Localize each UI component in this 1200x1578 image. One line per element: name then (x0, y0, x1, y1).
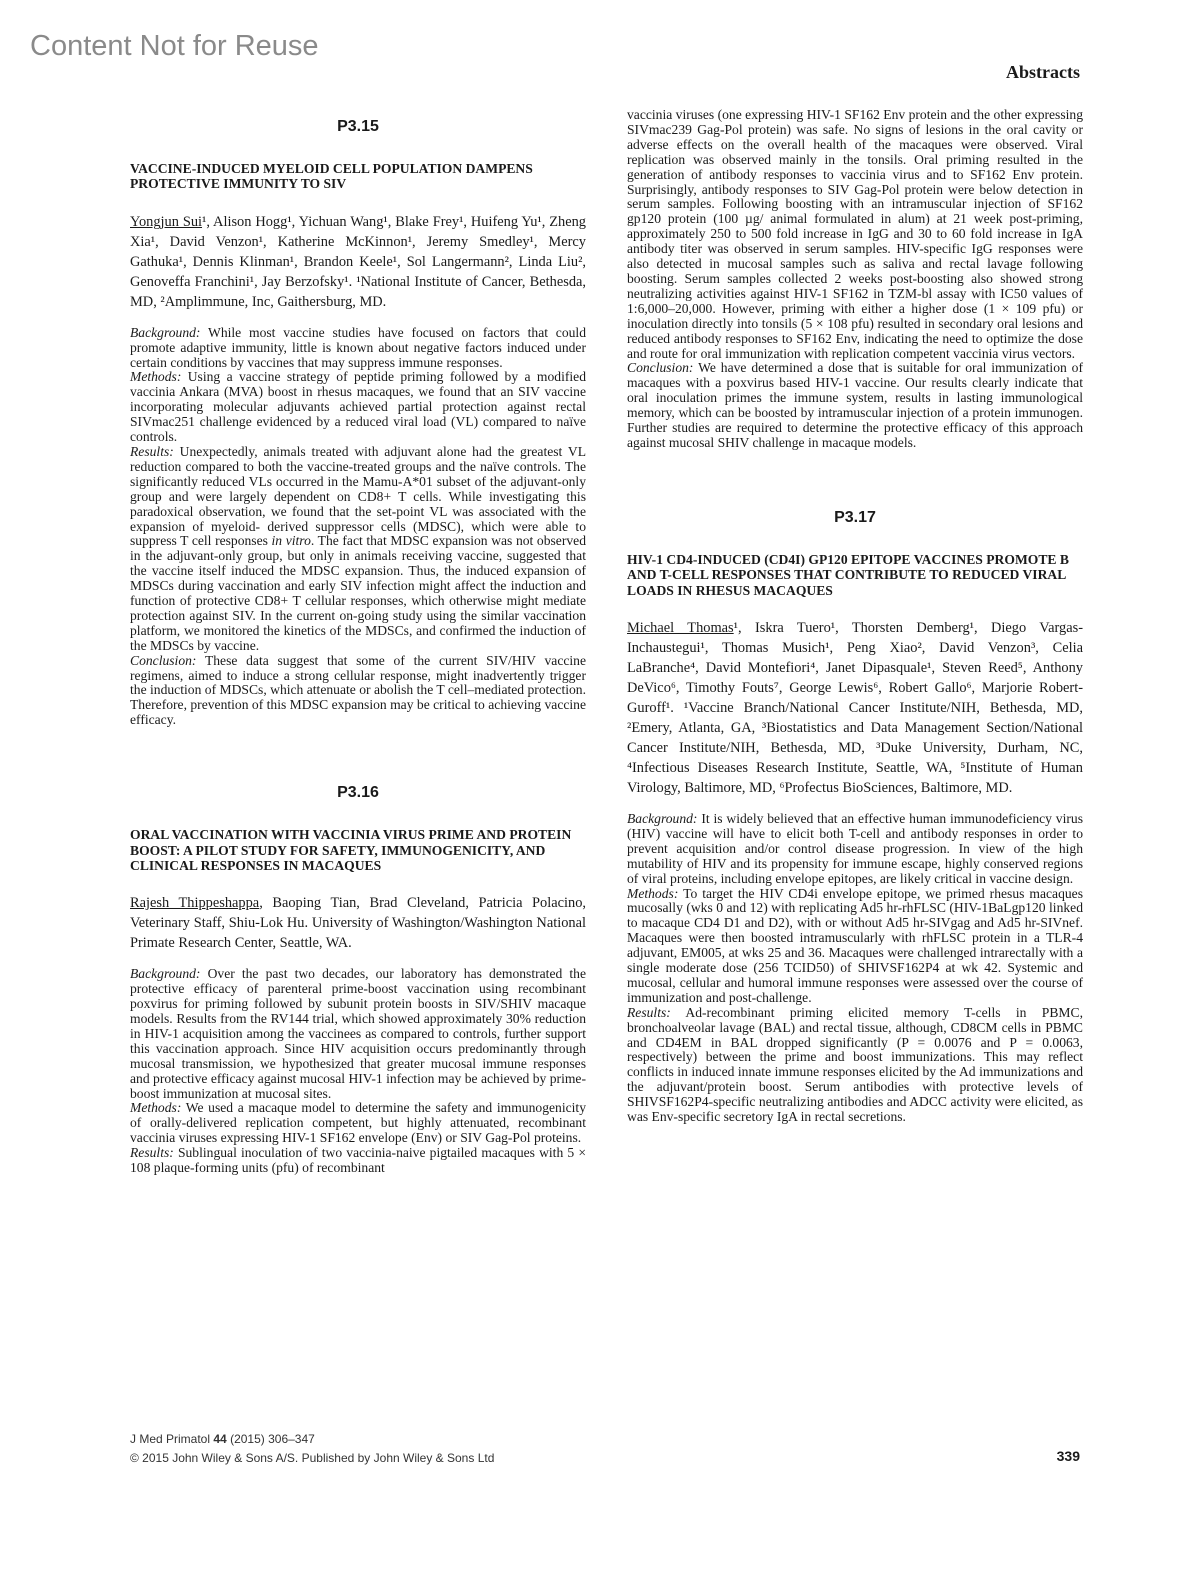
section-text: Using a vaccine strategy of peptide priming followed by a modified vaccinia Ankara (MVA) boost in rhesus macaques, we found that an SIV vaccine incorporating molecular adjuvants achieved partial protection against rectal SIVmac251 challenge evidenced by a reduced viral load (VL) compared to naïve controls. (130, 369, 586, 445)
section-text: To target the HIV CD4i envelope epitope, we primed rhesus macaques mucosally (wks 0 and 12) with replicating Ad5 hr-rhFLSC (HIV-1BaLgp120 linked to macaque CD4 D1 and D2), with or without Ad5 hr-SIVgag and Ad5 hr-SIVnef. Macaques were then boosted intramuscularly with rhFLSC protein in a TLR-4 adjuvant, EM005, at wks 25 and 36. Macaques were challenged intrarectally with a single moderate dose (256 TCID50) of SHIVSF162P4 at wk 42. Systemic and mucosal, cellular and humoral immune responses were assessed over the course of immunization and post-challenge. (627, 885, 1083, 1005)
author-affiliations: ¹, Iskra Tuero¹, Thorsten Demberg¹, Diego Vargas-Inchaustegui¹, Thomas Musich¹, Peng Xiao², David Venzon³, Celia LaBranche⁴, David Montefiori⁴, Janet Dipasquale¹, Steven Reed⁵, Anthony DeVico⁶, Timothy Fouts⁷, George Lewis⁶, Robert Gallo⁶, Marjorie Robert-Guroff¹. ¹Vaccine Branch/National Cancer Institute/NIH, Bethesda, MD, ²Emery, Atlanta, GA, ³Biostatistics and Data Management Section/National Cancer Institute/NIH, Bethesda, MD, ³Duke University, Durham, NC, ⁴Infectious Diseases Research Institute, Seattle, WA, ⁵Institute of Human Virology, Baltimore, MD, ⁶Profectus BioSciences, Baltimore, MD. (627, 619, 1083, 796)
results-section (130, 445, 586, 654)
copyright-notice: © 2015 John Wiley & Sons A/S. Published by John Wiley & Sons Ltd (130, 1451, 495, 1465)
section-label: Background: (130, 966, 201, 982)
section-text: Over the past two decades, our laboratory has demonstrated the protective efficacy of parenteral prime-boost vaccination using recombinant poxvirus for priming followed by subunit protein boosts in SIV/SHIV macaque models. Results from the RV144 trial, which showed approximately 30% reduction in HIV-1 acquisition among the vaccinees as compared to controls, further support this vaccination approach. Since HIV acquisition occurs predominantly through mucosal transmission, we hypothesized that greater mucosal immune responses and protective efficacy against mucosal HIV-1 infection may be achieved by prime-boost immunization at mucosal sites. (130, 966, 586, 1101)
methods-section (130, 1101, 586, 1146)
section-text: These data suggest that some of the current SIV/HIV vaccine regimens, aimed to induce a strong cellular response, might inadvertently trigger the induction of MDSCs, which attenuate or abolish the T cell–mediated protection. Therefore, prevention of this MDSC expansion may be critical to achieving vaccine efficacy. (130, 652, 586, 728)
methods-section (130, 370, 586, 445)
page-number: 339 (1056, 1448, 1080, 1464)
section-text: Unexpectedly, animals treated with adjuvant alone had the greatest VL reduction compared to both the vaccine-treated groups and the naïve controls. The significantly reduced VLs occurred in the Mamu-A*01 subset of the adjuvant-only group and were largely dependent on CD8+ T cells. While investigating this paradoxical observation, we found that the set-point VL was associated with the expansion of myeloid- derived suppressor cells (MDSC), which were able to suppress T cell responses (130, 443, 587, 549)
journal-pages: (2015) 306–347 (230, 1432, 315, 1446)
abstract-code-p317: P3.17 (834, 508, 876, 526)
abstract-code-p315: P3.15 (337, 118, 379, 135)
section-label: Background: (627, 810, 698, 826)
journal-citation (130, 1432, 315, 1446)
section-label: Methods: (130, 369, 182, 385)
section-label: Results: (130, 443, 174, 459)
author-affiliations: , Baoping Tian, Brad Cleveland, Patricia Polacino, Veterinary Staff, Shiu-Lok Hu. University of Washington/Washington National Primate Research Center, Seattle, WA. (130, 895, 586, 952)
section-text: We used a macaque model to determine the safety and immunogenicity of orally-delivered replication competent, but highly attenuated, recombinant vaccinia viruses expressing HIV-1 SF162 envelope (Env) or SIV Gag-Pol proteins. (130, 1100, 586, 1146)
section-text: Sublingual inoculation of two vaccinia-naive pigtailed macaques with 5 × 108 plaque-forming units (pfu) of recombinant (130, 1145, 586, 1176)
author-list-p315 (130, 212, 586, 312)
journal-name: J Med Primatol (130, 1432, 211, 1446)
section-label: Methods: (130, 1100, 182, 1116)
abstract-title-p316: ORAL VACCINATION WITH VACCINIA VIRUS PRIME AND PROTEIN BOOST: A PILOT STUDY FOR SAFETY, IMMUNOGENICITY, AND CLINICAL RESPONSES IN MACAQUES (130, 827, 572, 873)
author-list-p317 (627, 618, 1083, 798)
abstract-title-p317: HIV-1 CD4-INDUCED (CD4I) GP120 EPITOPE VACCINES PROMOTE B AND T-CELL RESPONSES THAT CONTRIBUTE TO REDUCED VIRAL LOADS IN RHESUS MACAQUES (627, 551, 1069, 598)
background-section (627, 812, 1083, 887)
abstract-code-p316: P3.16 (337, 784, 379, 802)
section-label: Methods: (627, 885, 679, 901)
right-column (627, 108, 1083, 1125)
background-section (130, 967, 586, 1101)
background-section (130, 326, 586, 371)
journal-volume: 44 (213, 1432, 227, 1446)
italic-term: in vitro (271, 533, 311, 549)
section-text: . The fact that MDSC expansion was not observed in the adjuvant-only group, but only in animals receiving vaccine, suggested that the vaccine itself induced the MDSC expansion. Thus, the induced expansion of MDSCs during vaccination and early SIV infection might affect the induction and function of protective CD8+ T cellular responses, which otherwise might mediate protection against SIV. In the current on-going study using the similar vaccination platform, we monitored the kinetics of the MDSCs, and confirmed the induction of the MDSCs by vaccine. (130, 533, 586, 653)
conclusion-section (627, 361, 1083, 450)
presenting-author: Yongjun Sui (130, 213, 203, 230)
section-label: Conclusion: (627, 360, 694, 376)
presenting-author: Rajesh Thippeshappa (130, 895, 260, 912)
results-section (130, 1146, 586, 1176)
running-head: Abstracts (1006, 62, 1080, 82)
section-text: Ad-recombinant priming elicited memory T-cells in PBMC, bronchoalveolar lavage (BAL) and rectal tissue, although, CD8CM cells in PBMC and CD4EM in BAL dropped significantly (P = 0.0076 and P = 0.0063, respectively) between the prime and boost immunizations. This may reflect conflicts in induced innate immune responses elicited by the Ad immunizations and the adjuvant/protein boost. Serum antibodies with protective levels of SHIVSF162P4-specific neutralizing antibodies and ADCC activity were elicited, as was Env-specific secretory IgA in rectal secretions. (627, 1004, 1083, 1125)
section-label: Results: (627, 1004, 671, 1020)
results-section (627, 1006, 1083, 1125)
author-list-p316 (130, 893, 586, 953)
left-column (130, 108, 586, 1176)
conclusion-section (130, 654, 586, 729)
methods-section (627, 887, 1083, 1006)
section-label: Conclusion: (130, 652, 197, 668)
section-label: Results: (130, 1145, 174, 1161)
watermark-text: Content Not for Reuse (30, 30, 319, 62)
section-label: Background: (130, 324, 201, 340)
abstract-title-p315: VACCINE-INDUCED MYELOID CELL POPULATION DAMPENS PROTECTIVE IMMUNITY TO SIV (130, 160, 533, 192)
results-continued: vaccinia viruses (one expressing HIV-1 SF162 Env protein and the other expressing SIVmac239 Gag-Pol protein) was safe. No signs of lesions in the oral cavity or adverse effects on the overall health of the macaques were observed. Viral replication was observed mainly in the tonsils. Oral priming resulted in the generation of antibody responses to vaccinia virus and to SF162 Env protein. Surprisingly, antibody responses to SIV Gag-Pol protein were below detection in serum samples. Following boosting with an intramuscular injection of SF162 gp120 protein (100 µg/ animal formulated in alum) at 21 week post-priming, approximately 250 to 500 fold increase in IgG and 30 to 60 fold increase in IgA antibody titer was observed in serum samples. HIV-specific IgG responses were also detected in mucosal samples such as saliva and rectal lavage following boosting. Serum samples collected 2 weeks post-boosting also showed strong neutralizing activities against HIV-1 SF162 in TZM-bl assay with IC50 values of 1:6,000–20,000. However, priming with either a higher dose (1 × 109 pfu) or inoculation directly into tonsils (5 × 108 pfu) resulted in secondary oral lesions and reduced antibody responses to SF162 Env, indicating the need to optimize the dose and route for oral immunization with replication competent vaccinia virus vectors. (627, 107, 1083, 361)
author-affiliations: ¹, Alison Hogg¹, Yichuan Wang¹, Blake Frey¹, Huifeng Yu¹, Zheng Xia¹, David Venzon¹, Katherine McKinnon¹, Jeremy Smedley¹, Mercy Gathuka¹, Dennis Klinman¹, Brandon Keele¹, Sol Langermann², Linda Liu², Genoveffa Franchini¹, Jay Berzofsky¹. ¹National Institute of Cancer, Bethesda, MD, ²Amplimmune, Inc, Gaithersburg, MD. (130, 213, 586, 310)
presenting-author: Michael Thomas (627, 619, 734, 636)
section-text: While most vaccine studies have focused on factors that could promote adaptive immunity, little is known about negative factors induced under certain conditions by vaccines that may suppress immune responses. (130, 324, 586, 370)
section-text: It is widely believed that an effective human immunodeficiency virus (HIV) vaccine will have to elicit both T-cell and antibody responses in order to prevent acquisition and/or control disease progression. In view of the high mutability of HIV and its propensity for immune escape, highly conserved regions of viral proteins, including envelope epitopes, are likely critical in vaccine design. (627, 810, 1083, 886)
section-text: We have determined a dose that is suitable for oral immunization of macaques with a poxvirus based HIV-1 vaccine. Our results clearly indicate that oral inoculation primes the immune system, results in lasting immunological memory, which can be boosted by intramuscular injection of a protein immunogen. Further studies are required to determine the protective efficacy of this approach against mucosal SHIV challenge in macaque models. (627, 360, 1084, 450)
